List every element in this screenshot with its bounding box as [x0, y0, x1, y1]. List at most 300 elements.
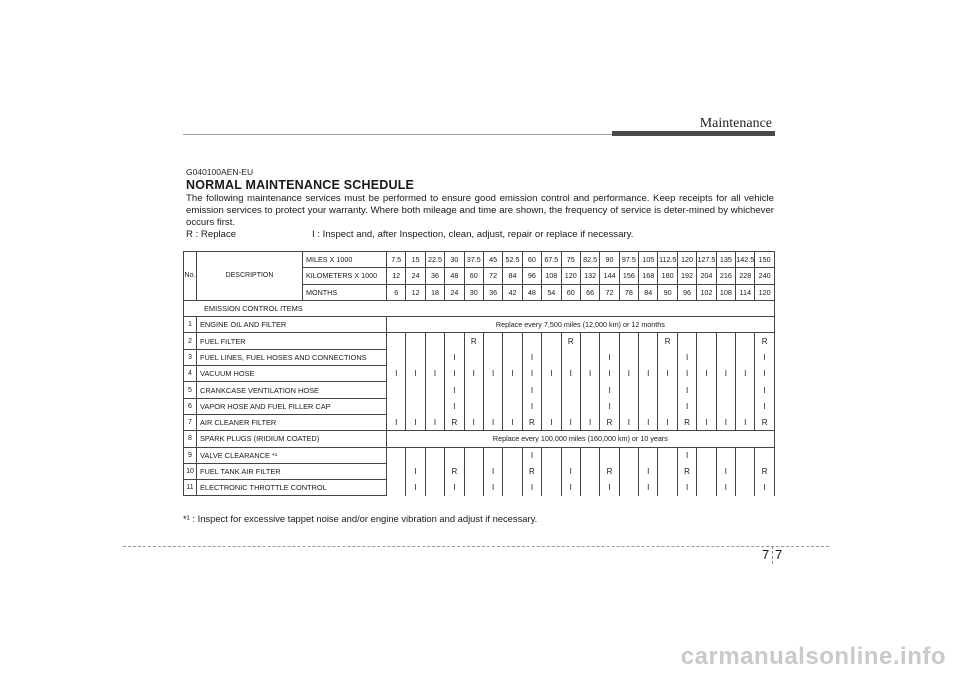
schedule-mark	[561, 382, 580, 398]
schedule-mark	[619, 349, 638, 365]
kilometers-value: 132	[580, 268, 599, 284]
schedule-mark	[561, 398, 580, 414]
schedule-mark: I	[736, 414, 755, 430]
schedule-mark: R	[755, 463, 774, 479]
schedule-mark	[736, 382, 755, 398]
schedule-mark: I	[755, 366, 774, 382]
kilometers-value: 192	[677, 268, 696, 284]
schedule-mark	[464, 398, 483, 414]
schedule-mark: I	[755, 349, 774, 365]
schedule-mark: I	[600, 398, 619, 414]
schedule-mark: I	[483, 463, 502, 479]
schedule-mark: I	[483, 414, 502, 430]
schedule-mark	[503, 349, 522, 365]
schedule-mark: I	[503, 366, 522, 382]
row-number: 3	[184, 349, 197, 365]
chapter-number: 7	[762, 547, 770, 562]
page-number: 7	[775, 547, 783, 562]
schedule-mark	[619, 382, 638, 398]
schedule-mark	[658, 382, 677, 398]
schedule-mark	[406, 382, 425, 398]
schedule-mark	[736, 398, 755, 414]
miles-value: 127.5	[697, 252, 716, 268]
footer-rule	[123, 546, 829, 547]
miles-value: 22.5	[425, 252, 444, 268]
section-label: EMISSION CONTROL ITEMS	[184, 300, 775, 316]
months-value: 120	[755, 284, 774, 300]
schedule-mark	[464, 463, 483, 479]
schedule-mark: I	[445, 382, 464, 398]
kilometers-value: 156	[619, 268, 638, 284]
schedule-mark: I	[716, 463, 735, 479]
schedule-row	[184, 447, 775, 463]
schedule-mark: I	[677, 480, 696, 496]
schedule-mark	[697, 333, 716, 349]
schedule-row	[184, 366, 775, 382]
months-value: 18	[425, 284, 444, 300]
row-item: ELECTRONIC THROTTLE CONTROL	[197, 480, 387, 496]
schedule-mark	[425, 398, 444, 414]
kilometers-value: 96	[522, 268, 541, 284]
schedule-row	[184, 382, 775, 398]
row-item: FUEL TANK AIR FILTER	[197, 463, 387, 479]
miles-value: 105	[639, 252, 658, 268]
row-item: SPARK PLUGS (IRIDIUM COATED)	[197, 431, 387, 447]
row-item: VACUUM HOSE	[197, 366, 387, 382]
schedule-mark: R	[677, 414, 696, 430]
row-number: 8	[184, 431, 197, 447]
schedule-mark	[639, 447, 658, 463]
schedule-mark: I	[639, 480, 658, 496]
miles-value: 67.5	[542, 252, 561, 268]
schedule-row	[184, 414, 775, 430]
schedule-mark	[697, 382, 716, 398]
schedule-mark	[561, 447, 580, 463]
schedule-mark: I	[716, 480, 735, 496]
schedule-mark	[483, 398, 502, 414]
schedule-mark	[406, 398, 425, 414]
schedule-mark	[503, 333, 522, 349]
row-number: 9	[184, 447, 197, 463]
schedule-mark	[483, 447, 502, 463]
row-item: FUEL LINES, FUEL HOSES AND CONNECTIONS	[197, 349, 387, 365]
schedule-mark	[619, 463, 638, 479]
schedule-mark	[445, 333, 464, 349]
schedule-mark	[425, 447, 444, 463]
schedule-mark: I	[561, 366, 580, 382]
schedule-mark	[503, 480, 522, 496]
kilometers-value: 24	[406, 268, 425, 284]
schedule-mark: I	[619, 414, 638, 430]
schedule-mark	[716, 333, 735, 349]
miles-value: 52.5	[503, 252, 522, 268]
schedule-mark: I	[658, 366, 677, 382]
row-item: VALVE CLEARANCE *¹	[197, 447, 387, 463]
kilometers-value: 60	[464, 268, 483, 284]
miles-value: 45	[483, 252, 502, 268]
schedule-mark: I	[716, 414, 735, 430]
schedule-row	[184, 398, 775, 414]
kilometers-value: 72	[483, 268, 502, 284]
schedule-mark	[697, 480, 716, 496]
schedule-mark: I	[406, 414, 425, 430]
schedule-mark: I	[755, 398, 774, 414]
schedule-mark	[736, 463, 755, 479]
row-number: 10	[184, 463, 197, 479]
schedule-mark	[425, 333, 444, 349]
schedule-mark: R	[755, 333, 774, 349]
no-header: No.	[184, 252, 197, 301]
schedule-mark	[600, 333, 619, 349]
row-number: 4	[184, 366, 197, 382]
months-value: 72	[600, 284, 619, 300]
schedule-mark	[387, 463, 406, 479]
schedule-row	[184, 317, 775, 333]
schedule-mark	[464, 349, 483, 365]
schedule-mark	[483, 349, 502, 365]
schedule-mark	[619, 333, 638, 349]
kilometers-label: KILOMETERS X 1000	[303, 268, 387, 284]
schedule-row	[184, 463, 775, 479]
schedule-mark: I	[639, 463, 658, 479]
schedule-mark	[464, 480, 483, 496]
schedule-mark	[697, 447, 716, 463]
schedule-mark: I	[522, 447, 541, 463]
schedule-mark	[464, 447, 483, 463]
miles-value: 142.5	[736, 252, 755, 268]
miles-value: 15	[406, 252, 425, 268]
schedule-mark	[580, 398, 599, 414]
miles-value: 97.5	[619, 252, 638, 268]
schedule-row	[184, 431, 775, 447]
schedule-mark	[406, 447, 425, 463]
schedule-mark	[406, 349, 425, 365]
schedule-mark: R	[600, 463, 619, 479]
kilometers-value: 240	[755, 268, 774, 284]
intro-paragraph: The following maintenance services must be performed to ensure good emission control and performance. Keep receipts for all vehicle emission services to protect your warranty. Where both mileage and time are shown, the frequency of service is deter-mined by whichever occurs first.	[186, 193, 774, 228]
section-row	[184, 300, 775, 316]
months-value: 84	[639, 284, 658, 300]
schedule-mark	[755, 447, 774, 463]
months-value: 114	[736, 284, 755, 300]
schedule-mark: I	[755, 480, 774, 496]
schedule-mark: R	[755, 414, 774, 430]
maintenance-schedule-table	[183, 251, 775, 496]
miles-value: 75	[561, 252, 580, 268]
months-value: 30	[464, 284, 483, 300]
schedule-mark	[580, 480, 599, 496]
row-item: CRANKCASE VENTILATION HOSE	[197, 382, 387, 398]
schedule-mark: I	[561, 480, 580, 496]
schedule-mark	[483, 333, 502, 349]
description-header: DESCRIPTION	[197, 252, 303, 301]
schedule-mark	[697, 398, 716, 414]
schedule-mark	[677, 333, 696, 349]
schedule-mark: I	[561, 414, 580, 430]
schedule-mark: I	[445, 349, 464, 365]
kilometers-value: 84	[503, 268, 522, 284]
schedule-mark: I	[600, 382, 619, 398]
schedule-mark: R	[677, 463, 696, 479]
schedule-mark	[425, 463, 444, 479]
miles-value: 37.5	[464, 252, 483, 268]
months-value: 102	[697, 284, 716, 300]
schedule-mark: R	[522, 463, 541, 479]
schedule-mark: I	[677, 398, 696, 414]
months-value: 60	[561, 284, 580, 300]
row-interval-note: Replace every 100,000 miles (160,000 km) or 10 years	[387, 431, 775, 447]
months-value: 90	[658, 284, 677, 300]
schedule-mark	[522, 333, 541, 349]
schedule-mark	[387, 447, 406, 463]
schedule-mark	[697, 463, 716, 479]
schedule-mark	[503, 447, 522, 463]
schedule-mark: I	[542, 414, 561, 430]
schedule-mark: I	[580, 366, 599, 382]
schedule-mark	[639, 349, 658, 365]
miles-value: 90	[600, 252, 619, 268]
schedule-mark	[619, 447, 638, 463]
kilometers-value: 228	[736, 268, 755, 284]
schedule-mark	[619, 398, 638, 414]
schedule-mark	[503, 463, 522, 479]
miles-label: MILES X 1000	[303, 252, 387, 268]
schedule-mark	[580, 447, 599, 463]
schedule-mark	[542, 447, 561, 463]
row-interval-note: Replace every 7,500 miles (12,000 km) or 12 months	[387, 317, 775, 333]
schedule-mark	[425, 480, 444, 496]
schedule-mark	[580, 333, 599, 349]
schedule-mark	[658, 447, 677, 463]
schedule-mark: I	[425, 414, 444, 430]
schedule-mark: I	[580, 414, 599, 430]
row-item: ENGINE OIL AND FILTER	[197, 317, 387, 333]
schedule-mark	[542, 480, 561, 496]
schedule-mark: I	[677, 447, 696, 463]
schedule-mark: I	[522, 366, 541, 382]
row-number: 11	[184, 480, 197, 496]
schedule-mark: R	[522, 414, 541, 430]
schedule-mark: I	[600, 349, 619, 365]
months-value: 108	[716, 284, 735, 300]
miles-value: 150	[755, 252, 774, 268]
miles-value: 60	[522, 252, 541, 268]
schedule-mark	[716, 382, 735, 398]
document-code: G040100AEN-EU	[186, 167, 254, 177]
page-number-separator	[772, 546, 773, 564]
schedule-mark: I	[425, 366, 444, 382]
schedule-mark	[736, 480, 755, 496]
miles-value: 7.5	[387, 252, 406, 268]
schedule-mark: I	[716, 366, 735, 382]
months-value: 6	[387, 284, 406, 300]
schedule-mark	[425, 382, 444, 398]
page-title: NORMAL MAINTENANCE SCHEDULE	[186, 178, 415, 192]
schedule-mark	[387, 333, 406, 349]
schedule-mark	[697, 349, 716, 365]
schedule-mark: R	[658, 333, 677, 349]
schedule-mark: R	[600, 414, 619, 430]
header-row-miles	[184, 252, 775, 268]
schedule-mark	[542, 463, 561, 479]
footnote-marker: *¹	[183, 513, 190, 524]
schedule-mark: I	[561, 463, 580, 479]
kilometers-value: 204	[697, 268, 716, 284]
schedule-mark: R	[561, 333, 580, 349]
schedule-mark	[600, 447, 619, 463]
schedule-mark: I	[755, 382, 774, 398]
schedule-mark	[542, 382, 561, 398]
row-number: 7	[184, 414, 197, 430]
schedule-mark: I	[697, 366, 716, 382]
schedule-mark: I	[600, 480, 619, 496]
months-label: MONTHS	[303, 284, 387, 300]
schedule-mark: I	[464, 414, 483, 430]
schedule-mark	[542, 349, 561, 365]
row-item: AIR CLEANER FILTER	[197, 414, 387, 430]
kilometers-value: 180	[658, 268, 677, 284]
schedule-mark	[387, 398, 406, 414]
miles-value: 82.5	[580, 252, 599, 268]
schedule-mark	[716, 398, 735, 414]
schedule-mark	[580, 463, 599, 479]
header-rule	[183, 134, 612, 135]
schedule-mark: I	[387, 414, 406, 430]
schedule-mark	[503, 398, 522, 414]
schedule-mark	[658, 349, 677, 365]
schedule-mark	[483, 382, 502, 398]
schedule-mark: I	[464, 366, 483, 382]
kilometers-value: 36	[425, 268, 444, 284]
schedule-mark	[639, 333, 658, 349]
months-value: 54	[542, 284, 561, 300]
schedule-mark	[736, 349, 755, 365]
miles-value: 112.5	[658, 252, 677, 268]
schedule-mark	[445, 447, 464, 463]
legend-inspect: I : Inspect and, after Inspection, clean, adjust, repair or replace if necessary.	[312, 229, 634, 240]
miles-value: 30	[445, 252, 464, 268]
kilometers-value: 48	[445, 268, 464, 284]
months-value: 66	[580, 284, 599, 300]
schedule-mark	[406, 333, 425, 349]
miles-value: 120	[677, 252, 696, 268]
months-value: 24	[445, 284, 464, 300]
schedule-mark	[387, 349, 406, 365]
schedule-mark: I	[445, 366, 464, 382]
schedule-mark: I	[445, 480, 464, 496]
schedule-row	[184, 349, 775, 365]
schedule-mark: I	[639, 414, 658, 430]
row-number: 6	[184, 398, 197, 414]
kilometers-value: 12	[387, 268, 406, 284]
schedule-mark	[542, 398, 561, 414]
schedule-mark: I	[387, 366, 406, 382]
schedule-mark: I	[697, 414, 716, 430]
schedule-mark	[561, 349, 580, 365]
schedule-mark: I	[677, 366, 696, 382]
row-number: 5	[184, 382, 197, 398]
schedule-mark	[387, 480, 406, 496]
schedule-mark	[658, 480, 677, 496]
schedule-mark: I	[619, 366, 638, 382]
schedule-mark: I	[736, 366, 755, 382]
schedule-mark: I	[522, 398, 541, 414]
schedule-mark: I	[677, 382, 696, 398]
schedule-mark	[736, 333, 755, 349]
months-value: 12	[406, 284, 425, 300]
row-number: 2	[184, 333, 197, 349]
schedule-mark	[425, 349, 444, 365]
schedule-mark	[580, 382, 599, 398]
schedule-mark	[464, 382, 483, 398]
schedule-mark: I	[658, 414, 677, 430]
schedule-row	[184, 333, 775, 349]
header-rule-accent	[612, 131, 775, 136]
schedule-mark	[503, 382, 522, 398]
schedule-mark: I	[503, 414, 522, 430]
months-value: 96	[677, 284, 696, 300]
schedule-mark: I	[483, 366, 502, 382]
schedule-mark: I	[445, 398, 464, 414]
schedule-mark: I	[406, 463, 425, 479]
legend-replace: R : Replace	[186, 229, 237, 240]
schedule-mark	[736, 447, 755, 463]
schedule-mark	[716, 447, 735, 463]
row-item: VAPOR HOSE AND FUEL FILLER CAP	[197, 398, 387, 414]
schedule-mark	[639, 382, 658, 398]
kilometers-value: 168	[639, 268, 658, 284]
kilometers-value: 144	[600, 268, 619, 284]
schedule-mark: I	[522, 480, 541, 496]
schedule-mark	[658, 463, 677, 479]
schedule-mark	[542, 333, 561, 349]
schedule-mark	[658, 398, 677, 414]
schedule-mark: I	[483, 480, 502, 496]
schedule-mark: I	[522, 382, 541, 398]
section-title: Maintenance	[699, 116, 772, 131]
schedule-mark: I	[600, 366, 619, 382]
footnote-text: : Inspect for excessive tappet noise and/or engine vibration and adjust if necessary.	[189, 513, 538, 524]
schedule-mark: I	[639, 366, 658, 382]
schedule-mark	[619, 480, 638, 496]
schedule-mark: I	[542, 366, 561, 382]
months-value: 48	[522, 284, 541, 300]
schedule-mark: I	[677, 349, 696, 365]
schedule-mark: I	[522, 349, 541, 365]
months-value: 78	[619, 284, 638, 300]
watermark: carmanualsonline.info	[680, 643, 946, 670]
schedule-mark	[387, 382, 406, 398]
miles-value: 135	[716, 252, 735, 268]
schedule-mark: R	[464, 333, 483, 349]
schedule-mark: R	[445, 414, 464, 430]
row-item: FUEL FILTER	[197, 333, 387, 349]
months-value: 42	[503, 284, 522, 300]
schedule-row	[184, 480, 775, 496]
schedule-mark: I	[406, 366, 425, 382]
kilometers-value: 216	[716, 268, 735, 284]
row-number: 1	[184, 317, 197, 333]
schedule-mark	[580, 349, 599, 365]
schedule-mark	[639, 398, 658, 414]
footnote	[183, 513, 537, 524]
schedule-mark: R	[445, 463, 464, 479]
kilometers-value: 108	[542, 268, 561, 284]
kilometers-value: 120	[561, 268, 580, 284]
schedule-mark	[716, 349, 735, 365]
schedule-mark: I	[406, 480, 425, 496]
months-value: 36	[483, 284, 502, 300]
